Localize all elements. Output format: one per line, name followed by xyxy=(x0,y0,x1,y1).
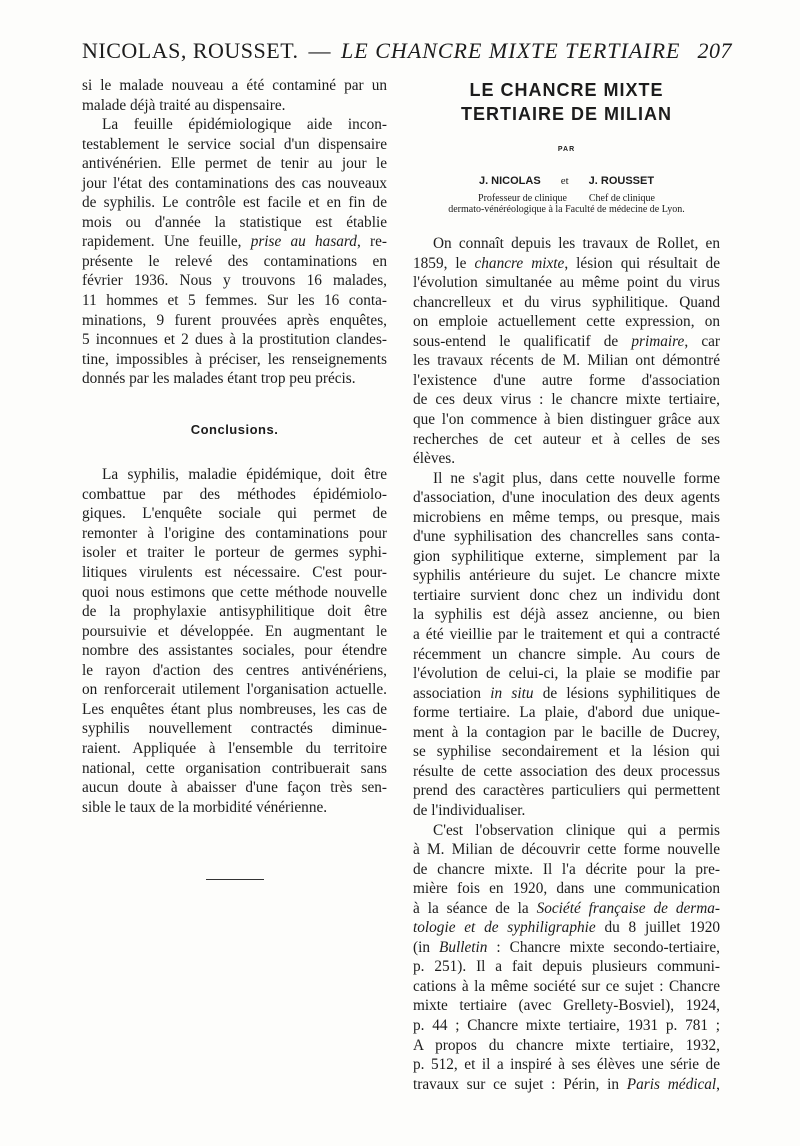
text-line: se syphilise secondairement et la lésion qui xyxy=(413,743,720,761)
text-line: remonter à l'origine des contaminations pour xyxy=(82,524,387,542)
text-line: de ces deux virus : le chancre mixte tertiaire, xyxy=(413,391,720,409)
header-authors: NICOLAS, ROUSSET. xyxy=(82,38,299,63)
text-run: rapidement. Une feuille, xyxy=(82,233,251,251)
text-run: , xyxy=(716,1075,720,1093)
text-run: 1859, le xyxy=(413,254,475,272)
text-run: , lésion qui résultait de xyxy=(564,254,720,272)
running-header xyxy=(82,38,732,64)
text-run: du 8 juillet 1920 xyxy=(595,919,720,937)
author-1: J. NICOLAS xyxy=(478,174,541,187)
text-line: C'est l'observation clinique qui a permis xyxy=(433,821,720,839)
affiliation-2: Chef de clinique xyxy=(588,193,655,205)
text-line xyxy=(413,938,720,958)
text-line: le rayon d'action des centres antivénériens, xyxy=(82,661,387,679)
text-run: sous-entend le qualificatif de xyxy=(413,332,632,350)
text-line: forme tertiaire. La plaie, d'abord due unique- xyxy=(413,704,720,722)
text-line: nombre des assistantes sociales, pour étendre xyxy=(82,642,387,660)
text-line: litiques virulents est nécessaire. C'est pour- xyxy=(82,564,387,582)
text-line: cations à la même société sur ce sujet : Chancre xyxy=(413,977,720,995)
text-line: jour l'état des contaminations des cas nouveaux xyxy=(82,174,387,192)
text-line: de chancre mixte. Il l'a décrite pour la pre- xyxy=(413,860,720,878)
text-line: malade déjà traité au dispensaire. xyxy=(82,96,286,114)
text-line: isoler et traiter le porteur de germes syphi- xyxy=(82,544,387,562)
italic-run: prise au hasard xyxy=(250,233,357,251)
text-line: sible le taux de la morbidité vénérienne. xyxy=(82,798,328,816)
text-line: p. 44 ; Chancre mixte tertiaire, 1931 p. 781 ; xyxy=(413,1016,720,1034)
text-line: recherches de cet auteur et à celles de ses xyxy=(413,430,720,448)
affiliation-full: dermato-vénéréologique à la Faculté de médecine de Lyon. xyxy=(448,204,685,216)
author-conjunction: et xyxy=(560,174,569,187)
text-line: mière fois en 1920, dans une communication xyxy=(413,880,720,898)
text-line xyxy=(413,1075,720,1095)
text-run: : Chancre mixte secondo-tertiaire, xyxy=(487,938,720,956)
right-paragraph-1 xyxy=(413,234,720,469)
italic-run: Paris médical xyxy=(626,1075,717,1093)
article-title xyxy=(413,78,720,126)
text-line: testablement le service social d'un dispensaire xyxy=(82,135,387,153)
text-line: p. 512, et il a inspiré à ses élèves une série de xyxy=(413,1056,720,1074)
text-line xyxy=(82,232,387,252)
left-paragraph-2 xyxy=(82,115,387,389)
text-line: si le malade nouveau a été contaminé par un xyxy=(82,77,387,94)
text-line: poursuivie et développée. En augmentant le xyxy=(82,622,387,640)
left-paragraph-3 xyxy=(82,465,387,817)
text-line: de l'individualiser. xyxy=(413,801,526,819)
text-line xyxy=(413,332,720,352)
text-line: 11 hommes et 5 femmes. Sur les 16 conta- xyxy=(82,292,387,310)
text-run: de lésions syphilitiques de xyxy=(533,684,720,702)
text-run: , re- xyxy=(356,233,387,251)
text-line: présente le relevé des contaminations en xyxy=(82,252,387,270)
text-line: Il ne s'agit plus, dans cette nouvelle forme xyxy=(433,469,720,487)
affiliations-row xyxy=(413,193,720,204)
text-run: , car xyxy=(684,332,720,350)
authors-row xyxy=(413,172,720,192)
italic-run: primaire xyxy=(631,332,685,350)
byline-par: PAR xyxy=(557,146,576,153)
text-line: combattue par des méthodes épidémiolo- xyxy=(82,485,387,503)
text-line: gion syphilitique externe, simplement par la xyxy=(413,547,720,565)
text-run: travaux sur ce sujet : Périn, in xyxy=(413,1075,627,1093)
italic-run: tologie et de syphiligraphie xyxy=(413,919,596,937)
right-paragraph-2 xyxy=(413,469,720,821)
text-run: association xyxy=(413,684,491,702)
text-line xyxy=(413,254,720,274)
end-rule xyxy=(206,879,264,880)
text-line: élèves. xyxy=(413,450,456,468)
text-line: on emploie actuellement cette expression, on xyxy=(413,313,720,331)
header-separator: — xyxy=(308,38,332,63)
header-running-title: LE CHANCRE MIXTE TERTIAIRE xyxy=(341,38,681,63)
article-title-line-1: LE CHANCRE MIXTE xyxy=(469,80,664,100)
text-line: la syphilis est déjà assez ancienne, ou bien xyxy=(413,606,720,624)
page-number: 207 xyxy=(697,38,732,63)
text-line: giques. L'enquête sociale qui permet de xyxy=(82,505,387,523)
text-line xyxy=(413,684,720,704)
text-line: microbiens en même temps, ou presque, mais xyxy=(413,508,720,526)
text-line xyxy=(413,899,720,919)
text-line: on renforcerait utilement l'organisation actuelle. xyxy=(82,681,387,699)
text-line: l'évolution de celui-ci, la plaie se modifie par xyxy=(413,665,720,683)
text-run: à la séance de la xyxy=(413,899,537,917)
text-line: de la prophylaxie antisyphilitique doit être xyxy=(82,603,387,621)
text-line: syphilis nouvellement contractés diminue- xyxy=(82,720,387,738)
text-line: l'évolution simultanée au même point du virus xyxy=(413,274,720,292)
text-line: A propos du chancre mixte tertiaire, 1932, xyxy=(413,1036,720,1054)
italic-run: chancre mixte xyxy=(474,254,565,272)
left-column xyxy=(82,76,387,880)
text-line: prend des caractères particuliers qui permettent xyxy=(413,782,720,800)
italic-run: Société française de derma- xyxy=(536,899,720,917)
text-line: p. 251). Il a fait depuis plusieurs communi- xyxy=(413,958,720,976)
article-title-line-2: TERTIAIRE DE MILIAN xyxy=(461,104,672,124)
italic-run: Bulletin xyxy=(438,938,488,956)
right-column xyxy=(413,76,720,1094)
text-line: La syphilis, maladie épidémique, doit être xyxy=(102,466,387,484)
text-line: antivénérien. Elle permet de tenir au jour le xyxy=(82,155,387,173)
text-line: Les enquêtes étant plus nombreuses, les cas de xyxy=(82,700,387,718)
text-line xyxy=(413,918,720,938)
text-line: ment à la contagion par le bacille de Ducrey, xyxy=(413,723,720,741)
text-line: les travaux récents de M. Milian ont démontré xyxy=(413,352,720,370)
text-line: l'existence d'une autre forme d'association xyxy=(413,371,720,389)
author-2: J. ROUSSET xyxy=(588,174,655,187)
text-line: d'association, d'une inoculation des deux agents xyxy=(413,489,720,507)
text-line: que l'on commence à bien distinguer grâce aux xyxy=(413,411,720,429)
left-paragraph-1 xyxy=(82,76,387,115)
text-line: minations, 9 furent prouvées après enquêtes, xyxy=(82,311,387,329)
text-line: à M. Milian de découvrir cette forme nouvelle xyxy=(413,841,720,859)
text-line: tertiaire survient donc chez un individu dont xyxy=(413,586,720,604)
text-line: syphilis antérieure du sujet. Le chancre mixte xyxy=(413,567,720,585)
text-line: aucun doute à abaisser d'une façon très sen- xyxy=(82,779,387,797)
text-run: (in xyxy=(413,938,439,956)
text-line: mixte tertiaire (avec Grellety-Bosviel), 1924, xyxy=(413,997,720,1015)
text-line: récemment un chancre simple. Au cours de xyxy=(413,645,720,663)
right-paragraph-3 xyxy=(413,821,720,1095)
text-line: chancrelleux et du virus syphilitique. Quand xyxy=(413,293,720,311)
affiliation-1: Professeur de clinique xyxy=(478,193,567,205)
text-line: février 1936. Nous y trouvons 16 malades, xyxy=(82,272,387,290)
text-line: La feuille épidémiologique aide incon- xyxy=(102,116,387,134)
text-line: tine, impossibles à préciser, les renseignements xyxy=(82,350,387,368)
italic-run: in situ xyxy=(490,684,534,702)
text-line: On connaît depuis les travaux de Rollet, en xyxy=(433,235,720,253)
text-line: a été vieillie par le traitement et qui a contracté xyxy=(413,626,720,644)
text-line: quoi nous estimons que cette méthode nouvelle xyxy=(82,583,387,601)
text-line: 5 inconnues et 2 dues à la prostitution clandes- xyxy=(82,331,387,349)
text-line: raient. Appliquée à l'ensemble du territoire xyxy=(82,739,387,757)
text-line: donnés par les malades étant trop peu précis. xyxy=(82,370,356,388)
text-line: de syphilis. Le contrôle est facile et en fin de xyxy=(82,194,387,212)
text-line: mois ou d'année la statistique est établie xyxy=(82,213,387,231)
text-line: d'une syphilisation des chancrelles sans conta- xyxy=(413,528,720,546)
text-line: résulte de cette association des deux processus xyxy=(413,762,720,780)
section-heading-conclusions: Conclusions. xyxy=(190,421,279,437)
text-line: national, cette organisation contribuerait sans xyxy=(82,759,387,777)
